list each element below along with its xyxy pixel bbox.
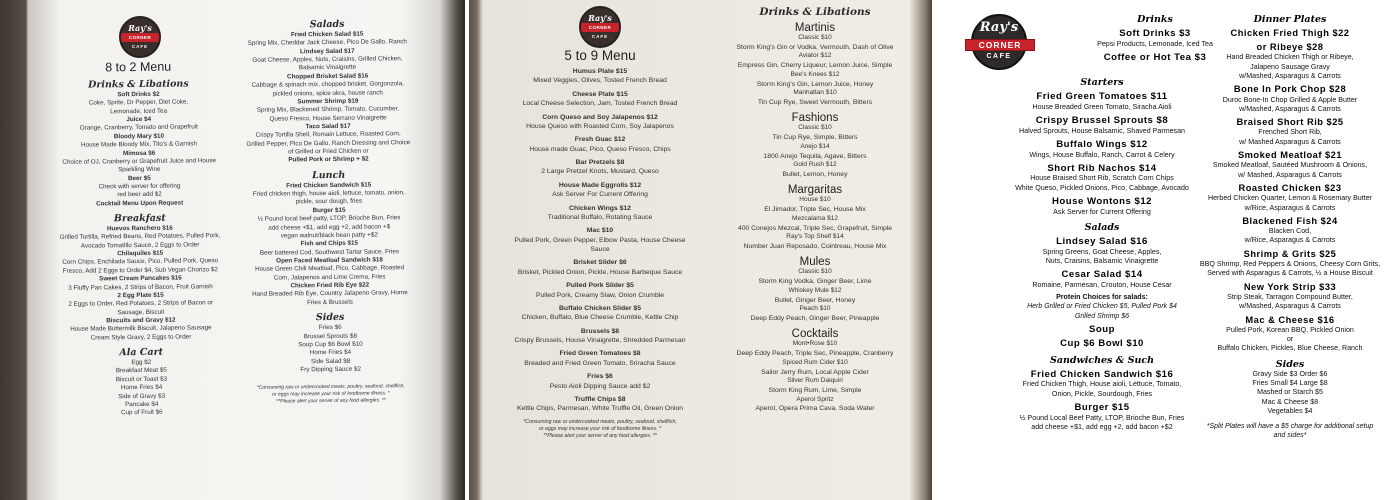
menu1-drinks-heading: Drinks & Libations [88, 78, 189, 91]
menu2-drink-section-title: Cocktails [791, 328, 839, 341]
menu1-lunch-heading: Lunch [311, 169, 346, 181]
menu2-drinks-heading: Drinks & Libations [759, 6, 871, 18]
menu3-dinner-item [1183, 150, 1397, 180]
menu-line: vegan walnut/black bean patty +$2 [280, 231, 378, 240]
menu2-drink-line: Mezcalama $12 [792, 214, 838, 222]
menu2-drink-line: Ray's Top Shelf $14 [786, 233, 844, 241]
menu2-drink-line: Whiskey Mule $12 [788, 286, 842, 294]
footnote-line: and sides* [1273, 431, 1307, 439]
menu-line: Fish and Chips $15 [300, 239, 359, 248]
menu-line: Hand Breaded Rib Eye, Country Jalapeno Gravy, Home [252, 289, 408, 299]
menu3-item-desc: Halved Sprouts, House Balsamic, Shaved Parmesan [1019, 126, 1185, 135]
menu2-drink-line: Anejo $14 [800, 142, 830, 150]
menu-line: Side Salad $8 [310, 357, 351, 365]
menu3-dinner-item [1183, 183, 1397, 213]
menu2-food-line: Sauce [590, 246, 610, 253]
menu3-item-name: Bone In Pork Chop $28 [1233, 84, 1347, 95]
menu-line: House Made Bloody Mix, Tito's & Garnish [80, 140, 198, 149]
menu-line: Bloody Mary $10 [113, 132, 164, 141]
menu3-right-column [1183, 12, 1397, 440]
menu2-drink-section-title: Martinis [794, 22, 836, 34]
menu3-dinner-heading: Dinner Plates [1253, 14, 1327, 25]
menu3-item-name: Crispy Brussel Sprouts $8 [1035, 115, 1169, 127]
menu3-item-name: Coffee or Hot Tea $3 [1103, 51, 1207, 63]
menu3-item-desc: Spring Greens, Goat Cheese, Apples, [1042, 247, 1162, 256]
menu3-item-name: Blackened Fish $24 [1242, 215, 1338, 226]
menu2-drink-line: Deep Eddy Peach, Ginger Beer, Pineapple [750, 315, 880, 323]
menu2-drink-line: Storm King Vodka, Ginger Beer, Lime [758, 278, 872, 286]
full-menu-digital [935, 0, 1400, 500]
menu2-food-line: Cheese Plate $15 [572, 90, 628, 98]
menu2-food-line: Corn Queso and Soy Jalapenos $12 [542, 113, 658, 121]
menu3-dinner-list [1183, 28, 1397, 354]
menu-line: Mimosa $6 [122, 149, 156, 157]
menu2-drink-line: Storm King Rum, Lime, Simple [768, 387, 862, 395]
menu-line: 3 Fluffy Pan Cakes, 2 Strips of Bacon, Fruit Garnish [68, 282, 213, 292]
menu-line: Lemonade, Iced Tea [110, 107, 168, 116]
menu-line: House Green Chili Meatloaf, Pico, Cabbage, Roasted [255, 264, 405, 274]
menu2-food-item [489, 395, 711, 414]
menu3-salads-heading: Salads [1084, 222, 1120, 234]
menu3-item-name: Smoked Meatloaf $21 [1237, 150, 1343, 161]
menu3-item-desc: Served with Asparagus & Carrots, ½ a House Biscuit [1207, 269, 1373, 278]
menu3-drinks-heading: Drinks [1137, 14, 1173, 25]
menu-line: Taco Salad $17 [305, 122, 351, 131]
menu3-protein-heading: Protein Choices for salads: [1056, 293, 1148, 302]
menu2-food-item [489, 135, 711, 154]
menu2-drink-line: Tin Cup Rye, Sweet Vermouth, Bitters [757, 99, 873, 106]
menu-line: Fries $6 [318, 324, 342, 332]
menu-line: Fresco, Add 2 Eggs to Order $4, Sub Vegan Chorizo $2 [62, 266, 218, 275]
menu3-item-desc: add cheese +$1, add egg +2, add bacon +$2 [1031, 423, 1173, 431]
menu-line: Spring Mix, Blackened Shrimp, Tomato, Cucumber, [256, 105, 400, 114]
menu2-food-line: Pulled Pork, Green Pepper, Elbow Pasta, House Cheese [514, 236, 686, 244]
menu2-food-item [489, 181, 711, 200]
menu3-item-desc: Onion, Pickle, Sourdough, Fries [1051, 389, 1153, 398]
menu3-protein-line: Herb Grilled or Fried Chicken $5, Pulled Pork $4 [1027, 303, 1177, 311]
menu3-item-desc: Wings, House Buffalo, Ranch, Carrot & Celery [1029, 150, 1175, 159]
menu2-drink-line: Aviator $12 [798, 52, 832, 60]
menu1-sides-list [235, 323, 426, 375]
menu2-food-item [489, 204, 711, 223]
footnote-line: or eggs may increase your risk of foodborne illness. * [272, 390, 390, 398]
menu2-drink-section-title: Mules [799, 256, 831, 269]
menu-line: Cabbage & spinach mix, chopped brisket, Gorgonzola, [251, 80, 404, 89]
menu1-lunch-list [234, 181, 425, 308]
menu3-item-name: House Wontons $12 [1051, 196, 1152, 208]
menu-line: of Grilled or Fried Chicken or [288, 147, 369, 156]
menu3-dinner-item [1183, 315, 1397, 354]
menu2-food-line: Crispy Brussels, House Vinaigrette, Shredded Parmesan [514, 337, 686, 344]
menu-line: Biscuit or Toast $3 [115, 375, 168, 384]
menu2-food-line: Chicken Wings $12 [569, 204, 631, 212]
menu-line: Pancake $4 [125, 400, 159, 409]
menu2-food-line: Kettle Chips, Parmesan, White Truffle Oil, Green Onion [516, 405, 684, 413]
menu-line: Sausage, Biscuit [117, 308, 165, 316]
menu2-drink-line: Gold Rush $12 [793, 161, 837, 169]
breakfast-lunch-menu-photo [0, 0, 465, 500]
menu2-food-line: Pesto Aioli Dipping Sauce add $2 [549, 382, 651, 390]
menu2-food-line: 2 Large Pretzel Knots, Mustard, Queso [541, 168, 659, 176]
menu-line: Egg $2 [131, 358, 152, 367]
menu2-food-line: Mixed Veggies, Olives, Tosted French Bread [533, 77, 667, 85]
menu2-drink-line: Empress Gin, Cherry Liqueur, Lemon Juice, Simple [737, 62, 893, 70]
menu-line: 2 Egg Plate $15 [117, 291, 164, 300]
menu-line: Lindsey Salad $17 [299, 47, 355, 56]
menu3-item-name: Burger $15 [1074, 402, 1130, 414]
menu-line: Fried Chicken Salad $15 [290, 30, 364, 39]
menu2-food-line: Buffalo Chicken Slider $5 [559, 304, 641, 312]
rays-corner-cafe-logo: Ray's CORNER CAFE [119, 16, 161, 58]
menu3-item-desc: Smoked Meatloaf, Sautéed Mushroom & Onions, [1212, 161, 1368, 170]
menu2-drink-line: Aperol Spritz [796, 395, 834, 403]
menu-line: add cheese +$1, add egg +2, add bacon +$ [268, 222, 391, 232]
menu3-side-line: Mashed or Starch $5 [1257, 388, 1323, 397]
menu-line: Coke, Sprite, Dr Pepper, Diet Coke, [88, 98, 189, 107]
menu1-title: 8 to 2 Menu [105, 59, 172, 75]
menu3-item-desc: BBQ Shrimp, Red Peppers & Onions, Cheesy Corn Grits, [1199, 259, 1381, 268]
menu3-sandwiches-heading: Sandwiches & Such [1049, 354, 1155, 366]
menu-line: Chopped Brisket Salad $16 [286, 72, 369, 81]
menu2-drink-section-title: Fashions [791, 112, 839, 125]
menu-line: Choice of OJ, Cranberry or Grapefruit Juice and House [62, 157, 217, 166]
menu-line: Chilaquiles $15 [117, 249, 164, 258]
menu2-food-line: Fries $6 [587, 373, 613, 381]
menu-line: Cup of Fruit $6 [120, 408, 163, 417]
menu-line: red beer add $2 [117, 191, 162, 199]
menu2-drinks-column [707, 6, 923, 414]
menu3-item-desc: Pepsi Products, Lemonade, Iced Tea [1097, 39, 1213, 48]
menu3-item-name: or Ribeye $28 [1256, 42, 1324, 53]
menu3-item-desc: or [1286, 335, 1294, 344]
menu2-title: 5 to 9 Menu [564, 48, 636, 63]
menu1-sides-heading: Sides [315, 311, 345, 324]
menu-line: Beer battered Cod, Southwest Tartar Sauce, Fries [259, 247, 400, 257]
footnote-line: **Please alert your server of any food allergies. ** [543, 432, 657, 439]
menu3-item-name: Fried Chicken Sandwich $16 [1030, 368, 1174, 380]
menu-line: pickle, sour dough, fries [295, 198, 363, 206]
dinner-bar-menu-photo [469, 0, 932, 500]
menu3-protein-line: Grilled Shrimp $6 [1074, 312, 1130, 320]
menu-line: Cream Style Gravy, 2 Eggs to Order [90, 333, 192, 342]
menu3-item-name: Fried Green Tomatoes $11 [1036, 91, 1168, 103]
menu3-dinner-item [1183, 84, 1397, 114]
menu3-item-desc: w/Rice, Asparagus & Carrots [1244, 203, 1336, 212]
menu-line: 2 Eggs to Order, Red Potatoes, 2 Strips of Bacon or [68, 299, 213, 309]
footnote-line: **Please alert your server of any food allergies. ** [276, 396, 386, 405]
menu3-starters-heading: Starters [1080, 77, 1124, 89]
menu3-item-desc: Duroc Bone-In Chop Grilled & Apple Butter [1222, 95, 1358, 104]
menu-line: Goat Cheese, Apples, Nuts, Craisins, Grilled Chicken, [252, 55, 403, 64]
menu-line: Corn Chips, Enchilada Sauce, Pico, Pulled Pork, Queso [62, 257, 219, 267]
menu3-item-name: Soft Drinks $3 [1119, 28, 1191, 39]
menu2-food-line: Brisket Slider $6 [573, 259, 627, 267]
menu3-item-desc: Pulled Pork, Korean BBQ, Pickled Onion [1226, 325, 1354, 334]
menu-line: Breakfast Meat $5 [115, 367, 167, 375]
menu2-drink-line: 400 Conejos Mezcal, Triple Sec, Grapefruit, Simple [737, 224, 893, 232]
menu-line: Balsamic Vinaigrette [298, 64, 357, 72]
menu1-footnote [236, 383, 426, 405]
menu3-item-desc: w/Mashed, Asparagus & Carrots [1239, 72, 1341, 81]
menu2-drink-section-title: Margaritas [787, 184, 843, 197]
menu-line: Grilled Tortilla, Refried Beans, Red Potatoes, Pulled Pork, [59, 232, 221, 242]
menu1-alacart-heading: Ala Cart [119, 346, 164, 359]
menu3-item-desc: Blacken Cod, [1268, 227, 1312, 236]
menu1-breakfast-heading: Breakfast [113, 212, 166, 225]
menu3-item-desc: w/Mashed, Asparagus & Carrots [1239, 104, 1341, 113]
menu3-soup-heading: Soup [1089, 323, 1115, 335]
menu2-drink-line: Tin Cup Rye, Simple, Bitters [772, 134, 858, 142]
menu3-item-desc: Romaine, Parmesan, Crouton, House Cesar [1032, 280, 1172, 289]
menu3-item-desc: Strip Steak, Tarragon Compound Butter, [1227, 292, 1353, 301]
menu-line: Soft Drinks $2 [117, 90, 160, 99]
menu-line: Cocktail Menu Upon Request [96, 199, 184, 208]
menu-line: Corn, Jalapenos and Lime Crema, Fries [273, 273, 386, 282]
menu2-drink-line: Storm King's Gin, Lemon Juice, Honey [756, 80, 874, 88]
menu3-item-desc: w/Rice, Asparagus & Carrots [1244, 236, 1336, 245]
rays-corner-cafe-logo: Ray's CORNER CAFE [965, 14, 1035, 70]
menu-line: Queso Fresco, House Serrano Vinaigrette [269, 113, 387, 123]
menu-line: Brussel Sprouts $8 [303, 332, 357, 340]
footnote-line: or eggs may increase your risk of foodborne illness. * [539, 425, 661, 432]
menu-line: Avocado Tomatillo Sauce, 2 Eggs to Order [80, 241, 200, 250]
menu1-salads-heading: Salads [309, 18, 345, 31]
menu2-drink-line: Manhattan $10 [793, 89, 837, 97]
menu2-food-line: House made Guac, Pico, Queso Fresco, Chips [529, 145, 671, 153]
rays-corner-cafe-logo: Ray's CORNER CAFE [579, 6, 621, 48]
menu-line: Sweet Cream Pancakes $16 [99, 274, 182, 283]
menu2-food-line: House Made Eggrolls $12 [558, 181, 642, 189]
menu2-drink-line: Bullet, Lemon, Honey [782, 171, 848, 179]
menu-line: Juice $4 [126, 115, 152, 124]
menu3-sides-list [1183, 370, 1397, 417]
menu3-side-line: Gravy Side $3 Order $6 [1252, 369, 1328, 378]
menu-line: Summer Shrimp $19 [297, 97, 359, 106]
menu-line: ½ Pound local beef patty, LTOP, Brioche Bun, Fries [257, 214, 401, 223]
menu-line: Orange, Cranberry, Tomato and Grapefruit [79, 123, 198, 133]
menu-line: Open Faced Meatloaf Sandwich $18 [276, 256, 383, 265]
menu2-drinks-list [707, 22, 923, 414]
menu3-item-desc: Jalapeno Sausage Gravy [1250, 62, 1330, 71]
menu3-item-name: Mac & Cheese $16 [1245, 314, 1335, 325]
menu3-item-name: Buffalo Wings $12 [1056, 139, 1148, 151]
menu2-food-line: Chicken, Buffalo, Blue Cheese Crumble, Kettle Chip [521, 314, 679, 322]
menu3-item-desc: ½ Pound Local Beef Patty, LTOP, Brioche Bun, Fries [1019, 413, 1185, 422]
menu2-drink-line: Mont•Rose $10 [792, 340, 838, 348]
menu2-drink-line: Silver Rum Daiquiri [787, 377, 843, 385]
menu3-item-desc: w/ Mashed Asparagus & Carrots [1239, 137, 1341, 146]
menu2-food-column [489, 48, 711, 440]
menu2-food-line: Traditional Buffalo, Rotating Sauce [547, 213, 653, 221]
menu-line: Grilled Pepper, Pico De Gallo, Ranch Dressing and Choice [246, 138, 411, 148]
menu2-food-item [489, 90, 711, 109]
menu2-drink-line: Classic $10 [798, 268, 832, 276]
menu-line: Beer $5 [127, 174, 151, 182]
menu2-drink-line: Storm King's Gin or Vodka, Vermouth, Dash of Olive [736, 43, 894, 51]
footnote-line: *Split Plates will have a $5 charge for additional setup [1206, 422, 1374, 430]
menu3-item-name: Cesar Salad $14 [1061, 269, 1143, 281]
menu-line: Home Fries $4 [120, 383, 163, 392]
menu2-food-line: Fried Green Tomatoes $8 [559, 350, 641, 358]
menu3-item-name: Braised Short Rib $25 [1236, 117, 1344, 128]
footnote-line: *Consuming raw or undercooked meats, poultry, seafood, shellfish, [256, 383, 405, 392]
menu3-side-line: Mac & Cheese $8 [1261, 397, 1319, 406]
menu3-item-desc: Buffalo Chicken, Pickles, Blue Cheese, Ranch [1217, 344, 1363, 353]
menu-line: Huevos Ranchero $16 [106, 224, 173, 233]
menu2-drink-line: House $10 [799, 196, 831, 204]
menu-line: Fried Chicken Sandwich $15 [286, 181, 372, 190]
menu1-breakfast-list [36, 224, 245, 343]
menu3-item-desc: House Breaded Green Tomato, Siracha Aioli [1032, 102, 1172, 111]
menu3-sides-heading: Sides [1275, 358, 1305, 370]
menu-line: Side of Gravy $3 [118, 392, 166, 400]
menu3-dinner-item [1183, 117, 1397, 147]
menu1-alacart-list [37, 358, 246, 419]
menu3-footnote [1183, 422, 1397, 440]
menu2-food-line: Mac $10 [586, 227, 614, 235]
menu2-food-line: House Queso with Roasted Corn, Soy Jalapenos [526, 122, 674, 130]
menu3-soup-price: Cup $6 Bowl $10 [1060, 338, 1144, 350]
menu-line: Pulled Pork or Shrimp + $2 [288, 155, 369, 164]
menu2-drink-line: Bee's Knees $12 [790, 70, 840, 78]
menu2-drink-line: Deep Eddy Peach, Triple Sec, Pineapple, Cranberry [736, 350, 894, 358]
footnote-line: *Consuming raw or undercooked meats, poultry, seafood, shellfish, [523, 418, 677, 425]
menu2-drink-line: El Jimador, Triple Sec, House Mix [764, 206, 866, 214]
menu3-dinner-item [1183, 282, 1397, 312]
menu2-food-item [489, 226, 711, 254]
menu2-food-item [489, 349, 711, 368]
menu2-food-line: Breaded and Fried Green Tomato, Sriracha Sauce [524, 359, 676, 367]
menu3-item-name: Short Rib Nachos $14 [1047, 162, 1157, 174]
menu2-food-line: Pulled Pork Slider $5 [566, 282, 634, 290]
menu1-salads-list [232, 30, 423, 166]
menu3-item-name: Roasted Chicken $23 [1238, 183, 1342, 194]
menu2-food-line: Bar Pretzels $8 [575, 159, 625, 166]
menu3-item-desc: Herbed Chicken Quarter, Lemon & Rosemary Butter [1207, 194, 1373, 203]
menu2-food-line: Brisket, Pickled Onion, Pickle, House Barbeque Sauce [517, 268, 683, 276]
menu2-food-item [489, 304, 711, 323]
menu2-food-item [489, 158, 711, 177]
menu3-item-desc: White Queso, Pickled Onions, Pico, Cabbage, Avocado [1015, 183, 1189, 192]
menu-line: Home Fries $4 [309, 348, 352, 357]
menu-line: Check with server for offering [98, 182, 181, 191]
menu3-item-desc: Frenched Short Rib, [1258, 128, 1322, 137]
menu3-item-name: Chicken Fried Thigh $22 [1230, 28, 1350, 38]
menu2-food-item [489, 258, 711, 277]
menu-line: Fry Dipping Sauce $2 [300, 365, 361, 374]
menu1-drinks-list [34, 90, 243, 209]
menu2-food-item [489, 281, 711, 300]
menu3-item-desc: Hand Breaded Chicken Thigh or Ribeye, [1226, 53, 1354, 62]
menu1-right-column [232, 13, 426, 405]
menu3-item-name: Shrimp & Grits $25 [1243, 248, 1337, 259]
menu3-item-name: Lindsey Salad $16 [1056, 236, 1148, 248]
menu2-drink-line: Peach $10 [799, 305, 831, 313]
menu3-dinner-item [1183, 216, 1397, 246]
menu-line: Chicken Fried Rib Eye $22 [290, 281, 370, 290]
menu-line: Fries & Brussels [307, 298, 353, 307]
menu3-side-line: Vegetables $4 [1267, 407, 1313, 416]
menu1-left-column [34, 59, 246, 419]
menu-line: Crispy Tortilla Shell, Romain Lettuce, Roasted Corn, [255, 130, 401, 140]
menu3-item-desc: Nuts, Craisins, Balsamic Vinaigrette [1045, 256, 1159, 265]
menu3-item-desc: w/Mashed, Asparagus & Carrots [1239, 302, 1341, 311]
menu2-food-line: Local Cheese Selection, Jam, Tosted French Bread [522, 100, 678, 108]
menu-line: pickled onions, spice okra, house ranch [272, 88, 383, 98]
menu2-food-item [489, 67, 711, 86]
menu2-drink-line: Classic $10 [798, 34, 832, 41]
menu2-drink-line: Bullet, Ginger Beer, Honey [774, 296, 856, 304]
menu3-item-desc: Fried Chicken Thigh, House aioli, Lettuce, Tomato, [1022, 380, 1182, 389]
menu-line: Fried chicken thigh, house aioli, lettuce, tomato, onion, [252, 189, 405, 198]
menu3-item-desc: Ask Server for Current Offering [1053, 207, 1151, 216]
menu3-item-name: New York Strip $33 [1243, 281, 1337, 292]
menu-line: House Made Buttermilk Biscuit, Jalapeno Sausage [70, 324, 212, 334]
menu2-food-line: Fresh Guac $12 [574, 136, 626, 144]
menu-line: Biscuits and Gravy $12 [106, 316, 176, 325]
menu2-food-list [489, 67, 711, 414]
menu2-drink-line: Spiced Rum Cider $10 [782, 358, 848, 366]
menu2-food-line: Brussels $8 [580, 327, 620, 335]
menu2-food-item [489, 372, 711, 391]
menu2-drink-line: Number Juan Reposado, Cointreau, House Mix [743, 243, 887, 251]
menu3-dinner-item [1183, 28, 1397, 81]
menu2-food-line: Humus Plate $15 [572, 68, 628, 75]
menu2-food-item [489, 113, 711, 132]
menu2-food-item [489, 327, 711, 346]
menu2-drink-line: Aperol, Opera Prima Cava, Soda Water [755, 405, 875, 413]
menu2-food-line: Pulled Pork, Creamy Slaw, Onion Crumble [535, 291, 665, 299]
menu2-food-line: Truffle Chips $8 [574, 395, 626, 403]
menu3-side-line: Fries Small $4 Large $8 [1252, 379, 1328, 388]
menu2-footnote [489, 419, 711, 441]
menu-line: Soup Cup $6 Bowl $10 [298, 340, 363, 349]
menu-line: Spring Mix, Cheddar Jack Cheese, Pico De Gallo, Ranch [247, 38, 407, 48]
menu3-dinner-item [1183, 249, 1397, 279]
menu2-drink-line: 1800 Anejo Tequila, Agave, Bitters [763, 152, 867, 160]
menu-line: Burger $15 [312, 206, 346, 215]
menu3-item-desc: w/ Mashed, Asparagus & Carrots [1238, 170, 1342, 179]
menu2-drink-line: Classic $10 [798, 124, 832, 132]
menu2-drink-line: Sailor Jerry Rum, Local Apple Cider [761, 368, 869, 376]
menu2-food-line: Ask Server For Current Offering [552, 191, 648, 199]
menu3-item-desc: House Braised Short Rib, Scratch Corn Chips [1030, 174, 1174, 183]
menu-line: Sparkling Wine [118, 166, 161, 174]
